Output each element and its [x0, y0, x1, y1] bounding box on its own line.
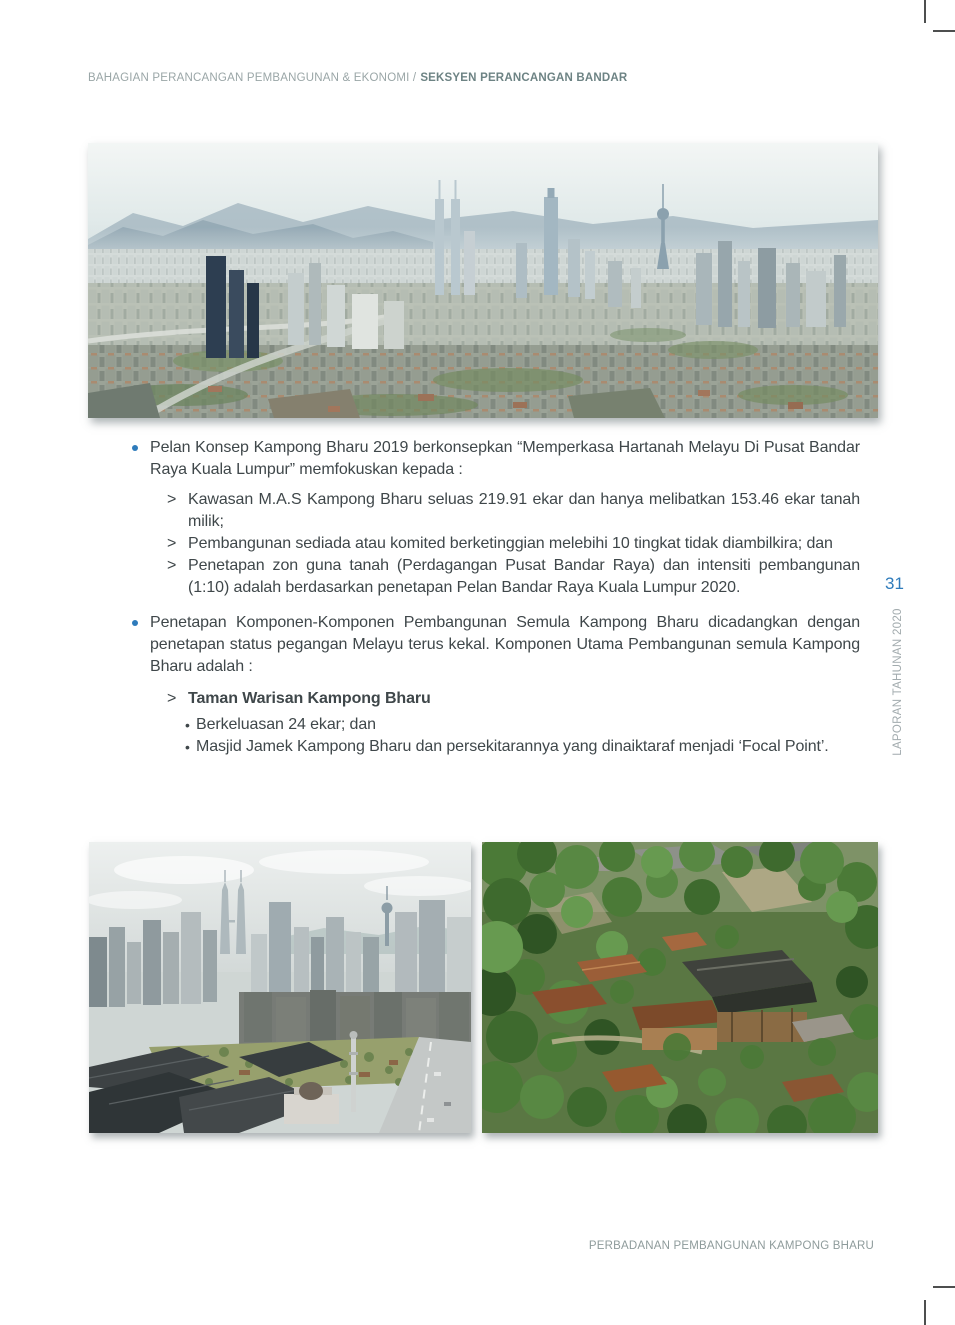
dot-marker-icon: • — [185, 739, 190, 755]
page-header — [88, 72, 627, 84]
sub-bullet-text: Penetapan zon guna tanah (Perdagangan Pusat Bandar Raya) dan intensiti pembangunan (1:10) adalah berdasarkan penetapan Pelan Bandar Raya Kuala Lumpur 2020. — [188, 557, 860, 596]
chevron-marker-icon: > — [167, 557, 177, 574]
sub-bullet-text: Kawasan M.A.S Kampong Bharu seluas 219.91 ekar dan hanya melibatkan 153.46 ekar tanah milik; — [188, 491, 860, 530]
crop-mark — [924, 1300, 926, 1325]
sub-bullet-list — [88, 489, 860, 599]
chevron-marker-icon: > — [167, 690, 177, 707]
header-department: BAHAGIAN PERANCANGAN PEMBANGUNAN & EKONOMI / — [88, 72, 417, 84]
dot-item-text: Berkeluasan 24 ekar; dan — [196, 716, 376, 733]
render-taman-warisan — [482, 842, 878, 1133]
sub-bullet-item — [88, 533, 860, 555]
sub-bullet-text: Pembangunan sediada atau komited berketinggian melebihi 10 tingkat tidak diambilkira; dan — [188, 535, 833, 552]
crop-mark — [924, 0, 926, 23]
crop-mark — [933, 30, 955, 32]
render-kampong-bharu-city — [89, 842, 471, 1133]
bullet-item — [88, 612, 860, 678]
aerial-photo-kuala-lumpur — [88, 143, 878, 418]
chevron-marker-icon: > — [167, 535, 177, 552]
header-section: SEKSYEN PERANCANGAN BANDAR — [420, 72, 628, 84]
dot-list-item — [88, 736, 860, 758]
bullet-icon — [132, 620, 138, 626]
vertical-report-label: LAPORAN TAHUNAN 2020 — [892, 608, 904, 756]
page-number: 31 — [885, 574, 904, 593]
bullet-text: Pelan Konsep Kampong Bharu 2019 berkonsepkan “Memperkasa Hartanah Melayu Di Pusat Bandar Raya Kuala Lumpur” memfokuskan kepada : — [150, 439, 860, 478]
bullet-item — [88, 437, 860, 481]
dot-list — [88, 714, 860, 758]
footer-text: PERBADANAN PEMBANGUNAN KAMPONG BHARU — [588, 1240, 874, 1252]
dot-marker-icon: • — [185, 717, 190, 733]
dot-list-item — [88, 714, 860, 736]
chevron-marker-icon: > — [167, 491, 177, 508]
bullet-text: Penetapan Komponen-Komponen Pembangunan Semula Kampong Bharu dicadangkan dengan penetapan status pegangan Melayu terus kekal. Komponen Utama Pembangunan semula Kampong Bharu adalah : — [150, 614, 860, 675]
bullet-icon — [132, 445, 138, 451]
body-text — [88, 437, 860, 758]
sub-bullet-item — [88, 555, 860, 599]
dot-item-text: Masjid Jamek Kampong Bharu dan persekitarannya yang dinaiktaraf menjadi ‘Focal Point’. — [196, 738, 829, 755]
page-footer — [589, 1240, 874, 1252]
sub-bullet-item — [88, 489, 860, 533]
sub-heading-text: Taman Warisan Kampong Bharu — [188, 690, 431, 707]
city-render-illustration — [89, 842, 471, 1133]
crop-mark — [933, 1286, 955, 1288]
sub-bullet-heading — [88, 688, 860, 710]
aerial-photo-illustration — [88, 143, 878, 418]
heritage-park-render-illustration — [482, 842, 878, 1133]
